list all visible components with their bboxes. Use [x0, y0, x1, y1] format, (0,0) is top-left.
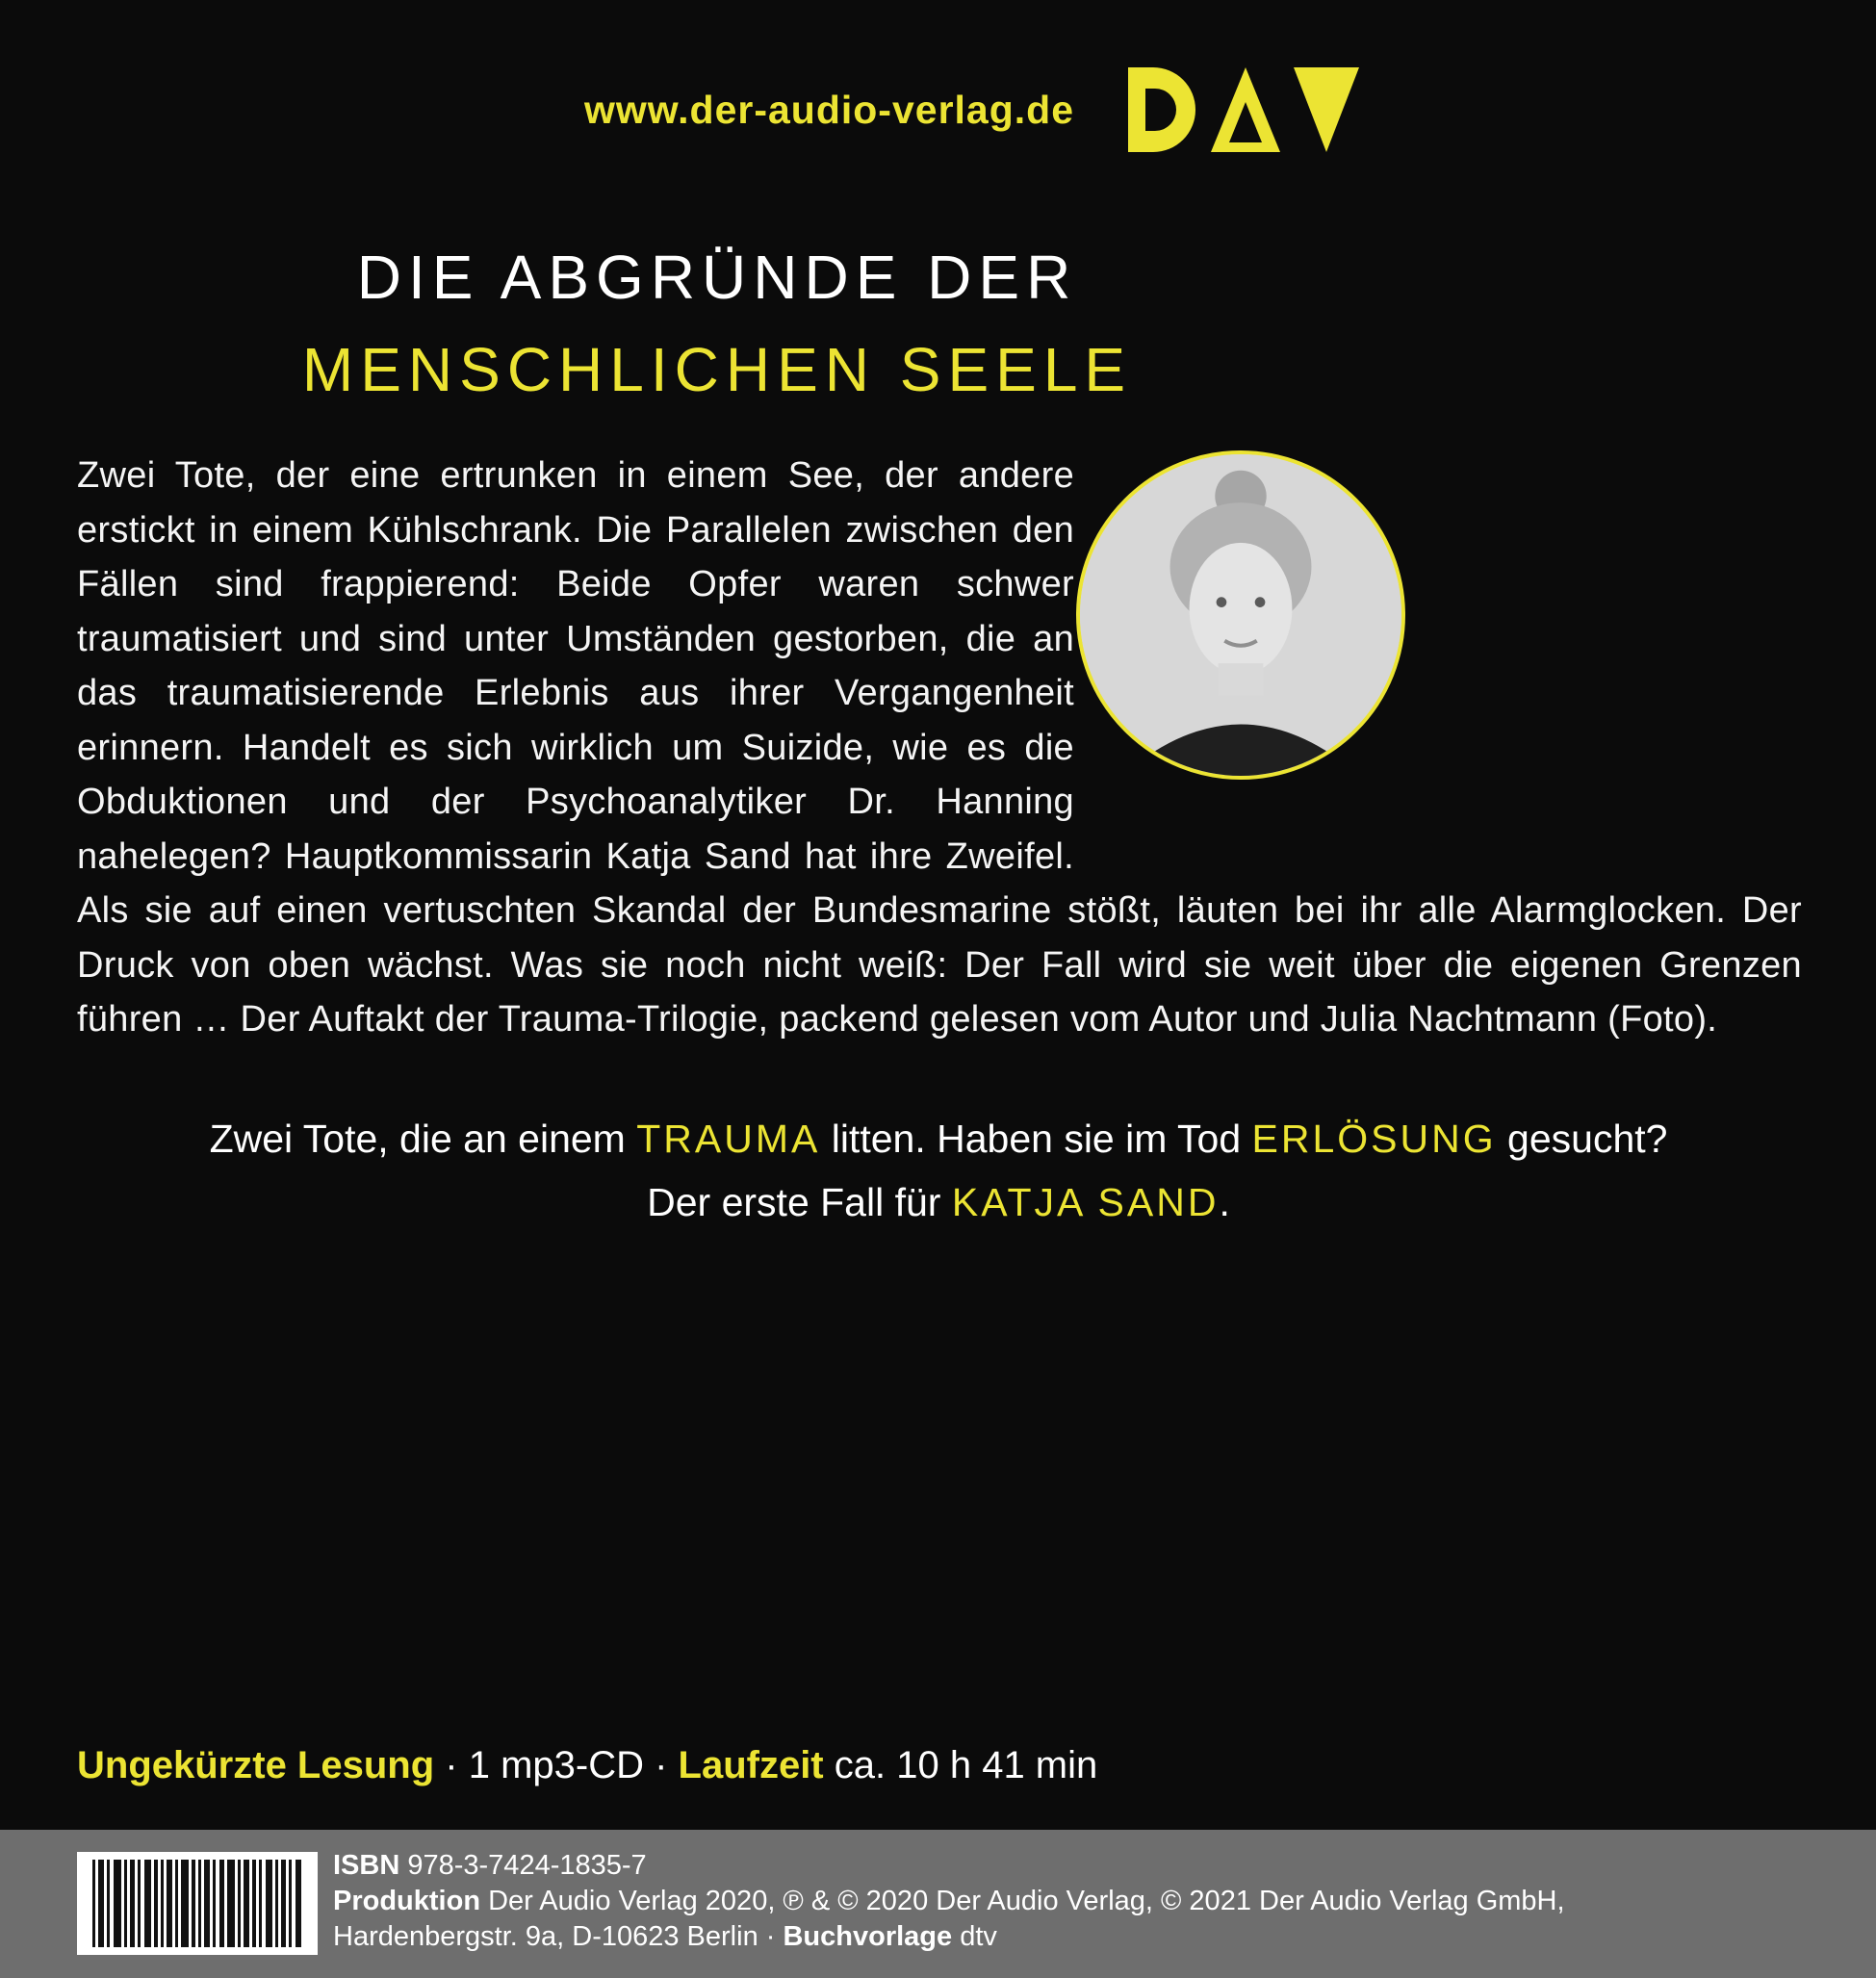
right-eye-shape — [1255, 597, 1266, 607]
tagline-segment: . — [1219, 1180, 1230, 1224]
tagline-highlight-erloesung: ERLÖSUNG — [1251, 1117, 1497, 1161]
product-info-media: 1 mp3-CD — [468, 1744, 644, 1786]
tagline-segment: gesucht? — [1496, 1117, 1668, 1161]
neck-shape — [1219, 663, 1264, 695]
headline-line2: MENSCHLICHEN SEELE — [301, 335, 1133, 404]
production-text: Der Audio Verlag 2020, ℗ & © 2020 Der Audio Verlag, © 2021 Der Audio Verlag GmbH, — [480, 1886, 1565, 1916]
headline-line1: DIE ABGRÜNDE DER — [356, 243, 1078, 312]
left-eye-shape — [1217, 597, 1227, 607]
isbn-label: ISBN — [333, 1850, 400, 1881]
description-block — [77, 449, 1802, 1047]
product-info-separator: · — [643, 1744, 679, 1786]
product-info-duration: ca. 10 h 41 min — [823, 1744, 1098, 1786]
product-info-separator: · — [434, 1744, 469, 1786]
product-info-label-lesung: Ungekürzte Lesung — [77, 1744, 435, 1786]
address-text: Hardenbergstr. 9a, D-10623 Berlin · — [333, 1921, 784, 1952]
narrator-photo — [1076, 450, 1405, 780]
description-text: Zwei Tote, der eine ertrunken in einem See, der andere erstickt in einem Kühlschrank. Die Parallelen zwischen den Fällen sind frappierend: Beide Opfer waren schwer traumatisiert und sind unter Umständen gestorben, die an das traumatisierende Erlebnis aus ihrer Vergangenheit erinnern. Handelt es sich wirklich um Suizide, wie es die Obduktionen und der Psychoanalytiker Dr. Hanning nahelegen? Hauptkommissarin Katja Sand hat ihre Zweifel. Als sie auf einen vertuschten Skandal der Bundesmarine stößt, läuten bei ihr alle Alarmglocken. Der Druck von oben wächst. Was sie noch nicht weiß: Der Fall wird sie weit über die eigenen Grenzen führen … Der Auftakt der Trauma-Trilogie, packend gelesen vom Autor und Julia Nachtmann (Foto). — [77, 455, 1802, 1040]
tagline-segment: litten. Haben sie im Tod — [820, 1117, 1252, 1161]
tagline-line2 — [75, 1170, 1802, 1234]
source-text: dtv — [952, 1921, 997, 1952]
source-label: Buchvorlage — [783, 1921, 953, 1952]
face-shape — [1190, 543, 1293, 675]
dav-logo — [1128, 67, 1359, 152]
narrator-portrait-graphic — [1080, 454, 1401, 776]
dav-logo-letter-v — [1294, 67, 1359, 152]
photo-float-area — [1074, 449, 1802, 830]
isbn-value: 978-3-7424-1835-7 — [399, 1850, 647, 1881]
dav-logo-graphic — [1128, 67, 1359, 152]
product-info-label-laufzeit: Laufzeit — [678, 1744, 824, 1786]
production-line — [333, 1884, 1565, 1919]
isbn-line — [333, 1848, 1565, 1884]
tagline-segment: Der erste Fall für — [647, 1180, 952, 1224]
tagline-highlight-trauma: TRAUMA — [636, 1117, 821, 1161]
footer-bar — [0, 1830, 1876, 1978]
production-label: Produktion — [333, 1886, 481, 1916]
tagline-segment: Zwei Tote, die an einem — [209, 1117, 637, 1161]
tagline — [75, 1107, 1802, 1234]
header — [0, 64, 1359, 156]
tagline-line1 — [75, 1107, 1802, 1170]
imprint-text — [333, 1848, 1565, 1955]
headline — [77, 231, 1357, 416]
barcode — [77, 1852, 318, 1955]
publisher-website: www.der-audio-verlag.de — [583, 87, 1074, 132]
product-info — [77, 1744, 1097, 1787]
address-line — [333, 1919, 1565, 1955]
barcode-graphic — [77, 1852, 318, 1955]
tagline-highlight-katja-sand: KATJA SAND — [951, 1180, 1220, 1224]
